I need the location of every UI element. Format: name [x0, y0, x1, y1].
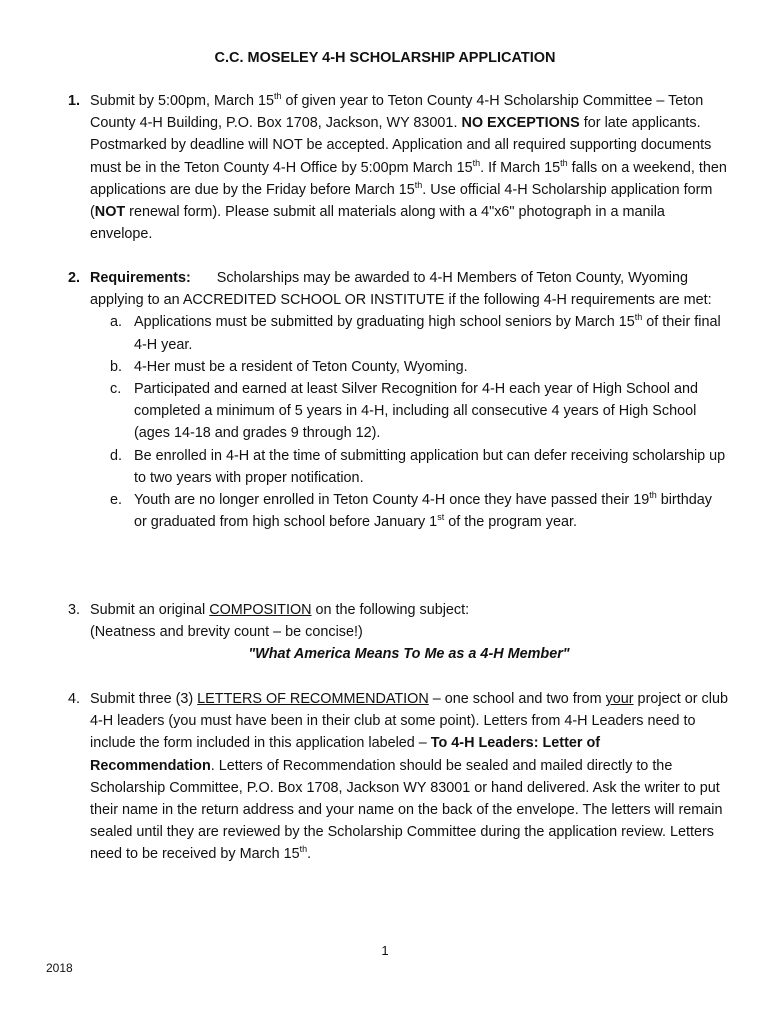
list-item-2	[68, 267, 728, 533]
composition-subject: "What America Means To Me as a 4-H Member"	[248, 646, 570, 663]
requirements-label: Requirements:	[90, 270, 191, 286]
footer-year: 2018	[46, 961, 73, 975]
requirement-a: a. Applications must be submitted by graduating high school seniors by March 15th of their final 4-H year.	[110, 312, 721, 353]
item-number: 2.	[68, 270, 81, 286]
list-item-4	[68, 688, 728, 866]
list-item-3	[68, 599, 728, 666]
requirements-list	[90, 311, 728, 533]
item-1-text: Submit by 5:00pm, March 15th of given year to Teton County 4-H Scholarship Committee – Teton County 4-H Building, P.O. Box 1708, Jackson, WY 83001. NO EXCEPTIONS for late applicants. Postmarked by deadline will NOT be accepted. Application and all required supporting documents must be in the Teton County 4-H Office by 5:00pm March 15th. If March 15th falls on a weekend, then applications are due by the Friday before March 15th. Use official 4-H Scholarship application form (NOT renewal form). Please submit all materials along with a 4"x6" photograph in a manila envelope.	[90, 91, 727, 243]
page-title: C.C. MOSELEY 4-H SCHOLARSHIP APPLICATION	[214, 50, 556, 66]
item-number: 4.	[68, 691, 81, 707]
requirement-b: b. 4-Her must be a resident of Teton County, Wyoming.	[110, 358, 468, 375]
item-number: 3.	[68, 602, 81, 618]
list-item-1	[68, 90, 728, 245]
item-4-text: Submit three (3) LETTERS OF RECOMMENDATION – one school and two from your project or club 4-H leaders (you must have been in their club at some point). Letters from 4-H Leaders need to include the form included in this application labeled – To 4-H Leaders: Letter of Recommendation. Letters of Recommendation should be sealed and mailed directly to the Scholarship Committee, P.O. Box 1708, Jackson WY 83001 or hand delivered. Ask the writer to put their name in the return address and your name on the back of the envelope. The letters will remain sealed until they are reviewed by the Scholarship Committee during the application review. Letters need to be received by March 15th.	[90, 691, 728, 863]
requirement-c: c. Participated and earned at least Silver Recognition for 4-H each year of High School and completed a minimum of 5 years in 4-H, including all consecutive 4 years of High School (ages 14-18 and grades 9 through 12).	[110, 381, 698, 442]
requirement-e: e. Youth are no longer enrolled in Teton County 4-H once they have passed their 19th birthday or graduated from high school before January 1st of the program year.	[110, 490, 712, 531]
item-3-text: Submit an original COMPOSITION on the following subject: (Neatness and brevity count – be concise!) "What America Means To Me as a 4-H Member"	[90, 599, 728, 666]
requirement-d: d. Be enrolled in 4-H at the time of submitting application but can defer receiving scholarship up to two years with proper notification.	[110, 447, 726, 486]
item-number: 1.	[68, 93, 81, 109]
item-2-text: Requirements: Scholarships may be awarded to 4-H Members of Teton County, Wyoming applying to an ACCREDITED SCHOOL OR INSTITUTE if the following 4-H requirements are met: a. Applications must be submitted by graduating high school seniors by March 15th of their final 4-H year. b. 4-Her must be a resident of Teton County, Wyoming. c. Participated and earned at least Silver Recognition for 4-H each year of High School and completed a minimum of 5 years in 4-H, including all consecutive 4 years of High School (ages 14-18 and grades 9 through 12). d. Be enrolled in 4-H at the time of submitting application but can defer receiving scholarship up to two years with proper notification. e. Youth are no longer enrolled in Teton County 4-H once they have passed their 19th birthday or graduated from high school before January 1st of the program year.	[90, 267, 728, 533]
page-number: 1	[381, 943, 389, 958]
